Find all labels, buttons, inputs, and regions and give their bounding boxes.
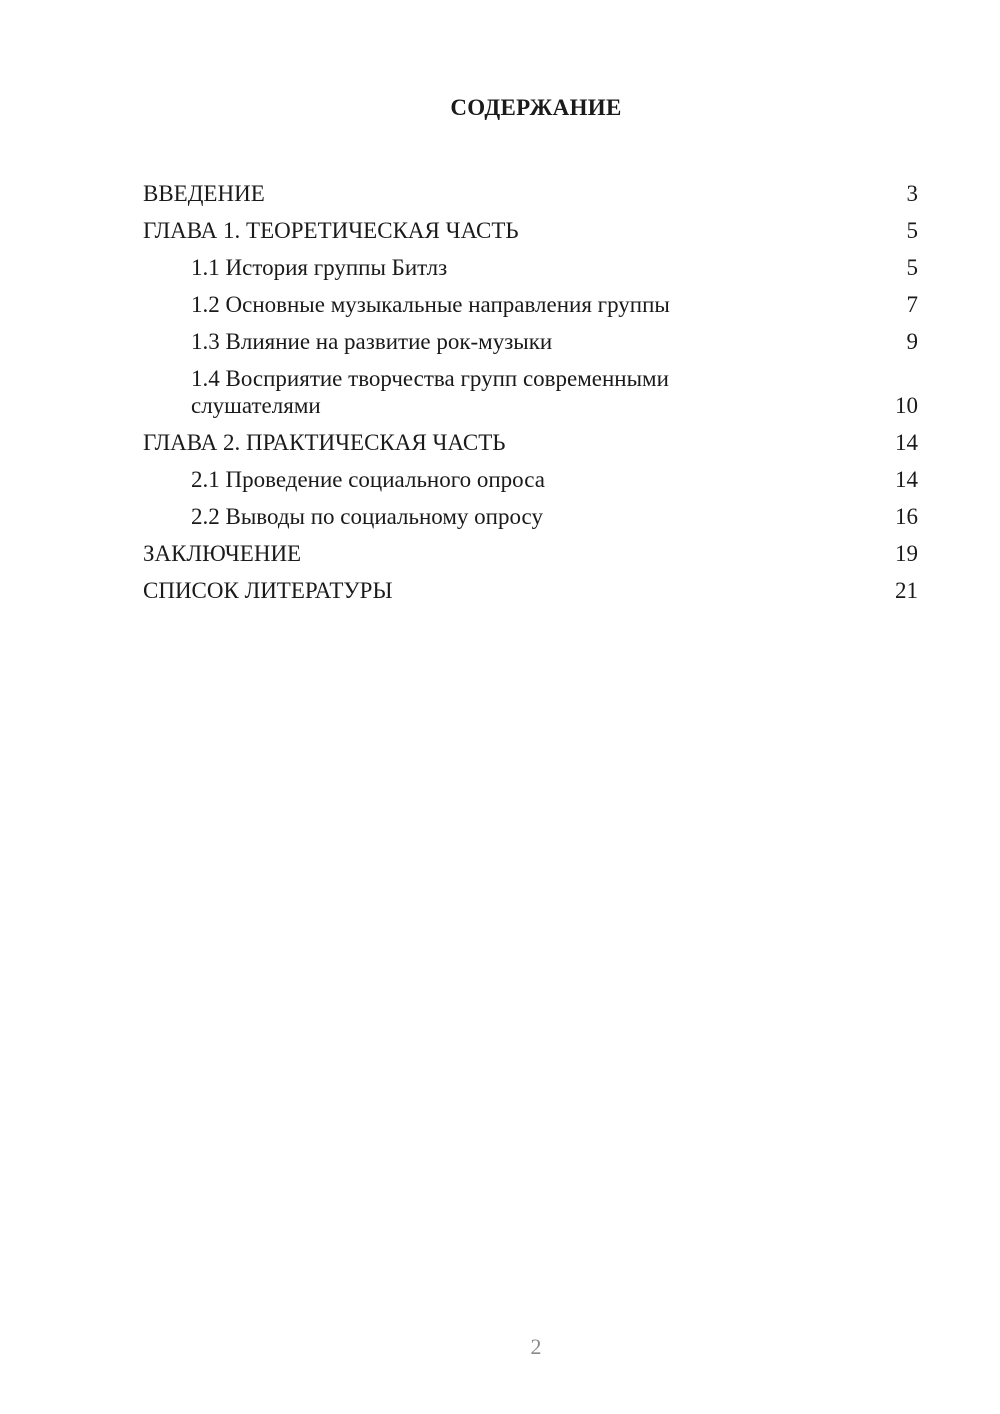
toc-entry-section-2-2[interactable] [143, 493, 918, 530]
toc-entry-label: ВВЕДЕНИЕ [143, 181, 265, 206]
toc-entry-page: 7 [906, 292, 918, 317]
toc-entry-label: 1.2 Основные музыкальные направления группы [191, 292, 670, 317]
toc-entry-label: 2.2 Выводы по социальному опросу [191, 504, 543, 529]
toc-entry-page: 14 [895, 467, 918, 492]
table-of-contents [143, 170, 918, 604]
toc-entry-label: 1.3 Влияние на развитие рок-музыки [191, 329, 553, 354]
toc-entry-page: 21 [895, 578, 918, 603]
toc-entry-section-1-4[interactable] [143, 355, 918, 419]
toc-entry-label: 1.4 Восприятие творчества групп современными слушателями [191, 366, 669, 418]
toc-entry-page: 19 [895, 541, 918, 566]
toc-entry-page: 9 [906, 329, 918, 354]
toc-entry-label: ГЛАВА 1. ТЕОРЕТИЧЕСКАЯ ЧАСТЬ [143, 218, 519, 243]
toc-entry-introduction[interactable] [143, 170, 918, 207]
toc-entry-page: 3 [906, 181, 918, 206]
page-number: 2 [530, 1334, 542, 1359]
toc-entry-page: 10 [895, 393, 918, 418]
page-title: СОДЕРЖАНИЕ [450, 95, 622, 120]
toc-entry-conclusion[interactable] [143, 530, 918, 567]
toc-entry-section-1-1[interactable] [143, 244, 918, 281]
toc-entry-page: 16 [895, 504, 918, 529]
toc-entry-label: 1.1 История группы Битлз [191, 255, 448, 280]
toc-entry-label: ЗАКЛЮЧЕНИЕ [143, 541, 302, 566]
toc-entry-section-2-1[interactable] [143, 456, 918, 493]
toc-entry-page: 5 [906, 255, 918, 280]
toc-entry-section-1-2[interactable] [143, 281, 918, 318]
toc-entry-label: 2.1 Проведение социального опроса [191, 467, 545, 492]
toc-entry-chapter-2[interactable] [143, 419, 918, 456]
toc-entry-bibliography[interactable] [143, 567, 918, 604]
toc-entry-page: 14 [895, 430, 918, 455]
toc-entry-label: ГЛАВА 2. ПРАКТИЧЕСКАЯ ЧАСТЬ [143, 430, 506, 455]
toc-entry-section-1-3[interactable] [143, 318, 918, 355]
toc-entry-page: 5 [906, 218, 918, 243]
toc-entry-chapter-1[interactable] [143, 207, 918, 244]
toc-entry-label: СПИСОК ЛИТЕРАТУРЫ [143, 578, 393, 603]
